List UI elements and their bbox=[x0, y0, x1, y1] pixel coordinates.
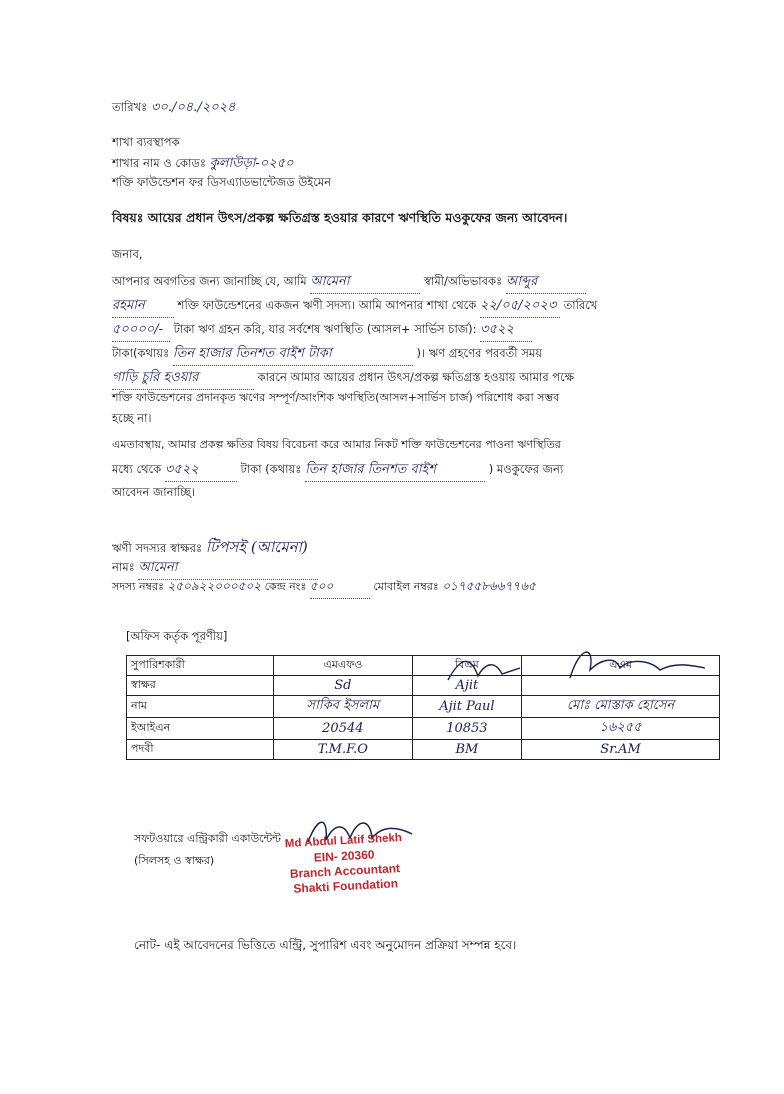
guardian-field-1: আব্দুর bbox=[506, 272, 586, 294]
para1-text-1: আপনার অবগতির জন্য জানাচ্ছি যে, আমি bbox=[112, 274, 307, 288]
reason-field: গাড়ি চুরি হওয়ার bbox=[112, 368, 254, 390]
table-cell: 10853 bbox=[412, 718, 521, 740]
balance-words-field: তিন হাজার তিনশত বাইশ টাকা bbox=[173, 344, 413, 366]
para1-text-6: টাকা(কথায়ঃ bbox=[112, 346, 170, 360]
para1-line7: হচ্ছে না। bbox=[112, 411, 152, 425]
waiver-amount-field: ৩৫২২ bbox=[165, 460, 237, 482]
header-line2 bbox=[112, 156, 294, 172]
para1-line3 bbox=[112, 320, 532, 342]
table-cell: সুপারিশকারী bbox=[127, 656, 274, 676]
footer-note: নোট- এই আবেদনের ভিত্তিতে এন্ট্রি, সুপারিশ এবং অনুমোদন প্রক্রিয়া সম্পন্ন হবে। bbox=[134, 938, 517, 952]
table-cell: সাকিব ইসলাম bbox=[274, 696, 413, 718]
branch-accountant-stamp bbox=[285, 831, 405, 897]
loan-date-field: ২২/০৫/২০২৩ bbox=[480, 296, 560, 318]
member-name-field: আমেনা bbox=[310, 272, 420, 294]
salutation: জনাব, bbox=[112, 247, 143, 261]
table-cell: T.M.F.O bbox=[274, 740, 413, 760]
table-cell: 20544 bbox=[274, 718, 413, 740]
office-heading: [অফিস কর্তৃক পূরণীয়] bbox=[126, 629, 228, 643]
table-cell: এমএফও bbox=[274, 656, 413, 676]
accountant-line2: (সিলসহ ও স্বাক্ষর) bbox=[134, 854, 215, 867]
stamp-name: Md Abdul Latif Shekh bbox=[284, 831, 403, 851]
para2-line2 bbox=[112, 460, 563, 482]
para2-line1: এমতাবস্থায়, আমার প্রকল্প ক্ষতির বিষয় বিবেচনা করে আমার নিকট শক্তি ফাউন্ডেশনের পাওনা ঋণস্থিতির bbox=[112, 438, 561, 451]
branch-label: শাখার নাম ও কোডঃ bbox=[112, 156, 207, 170]
table-cell: Ajit bbox=[412, 676, 521, 696]
table-row bbox=[127, 696, 720, 718]
balance-field: ৩৫২২ bbox=[480, 320, 532, 342]
member-no-label: সদস্য নম্বরঃ bbox=[112, 580, 164, 593]
table-cell: Sd bbox=[274, 676, 413, 696]
guardian-field-2: রহমান bbox=[112, 296, 174, 318]
table-cell: Sr.AM bbox=[522, 740, 720, 760]
table-row bbox=[127, 740, 720, 760]
para2-text-2: মধ্যে থেকে bbox=[112, 462, 162, 476]
table-cell: ইআইএন bbox=[127, 718, 274, 740]
loan-amount-field: ৫০০০০/- bbox=[112, 320, 170, 342]
mobile-value: ০১৭৫৫৮৬৬৭৭৬৫ bbox=[442, 579, 536, 593]
para1-line6: শক্তি ফাউন্ডেশনের প্রদানকৃত ঋণের সম্পূর্ণ/আংশিক ঋণস্থিতি(আসল+সার্ভিস চার্জ) পরিশোধ করা সম্ভব bbox=[112, 391, 560, 404]
header-line1: শাখা ব্যবস্থাপক bbox=[112, 135, 180, 149]
para1-text-7: )। ঋণ গ্রহণের পরবর্তী সময় bbox=[416, 346, 542, 360]
member-no-value: ২৫০৯২২০০০৫০২ bbox=[167, 579, 262, 593]
para1-line2 bbox=[112, 296, 597, 318]
para1-line4 bbox=[112, 344, 542, 366]
table-cell: মোঃ মোস্তাক হোসেন bbox=[522, 696, 720, 718]
member-name-line bbox=[112, 558, 318, 580]
waiver-words-field: তিন হাজার তিনশত বাইশ bbox=[305, 460, 485, 482]
stamp-org: Shakti Foundation bbox=[293, 876, 399, 896]
para1-text-8: কারনে আমার আয়ের প্রধান উৎস/প্রকল্প ক্ষতিগ্রস্ত হওয়ায় আমার পক্ষে bbox=[257, 370, 575, 384]
table-cell: বিএম bbox=[412, 656, 521, 676]
center-label: কেন্দ্র নংঃ bbox=[264, 580, 307, 593]
date-label: তারিখঃ bbox=[112, 100, 148, 114]
table-cell: এএম bbox=[522, 656, 720, 676]
member-numbers-line bbox=[112, 578, 536, 599]
member-name-value: আমেনা bbox=[138, 558, 318, 580]
member-name-label: নামঃ bbox=[112, 560, 135, 574]
table-cell: স্বাক্ষর bbox=[127, 676, 274, 696]
date-value: ৩০./০৪./২০২৪ bbox=[150, 100, 236, 115]
stamp-title: Branch Accountant bbox=[289, 861, 401, 881]
para2-text-4: ) মওকুফের জন্য bbox=[488, 462, 564, 476]
header-line3: শক্তি ফাউন্ডেশন ফর ডিসএ্যাডভান্টেজড উইমেন bbox=[112, 175, 332, 189]
para2-line3: আবেদন জানাচ্ছি। bbox=[112, 485, 196, 499]
am-signature-scribble bbox=[560, 640, 710, 690]
para1-line1 bbox=[112, 272, 586, 294]
branch-value: কুলাউড়া-০২৫০ bbox=[209, 156, 294, 171]
para1-text-3: শক্তি ফাউন্ডেশনের একজন ঋণী সদস্য। আমি আপনার শাখা থেকে bbox=[177, 298, 477, 312]
member-signature: টিপসই (আমেনা) bbox=[205, 538, 308, 556]
center-value: ৫০০ bbox=[310, 578, 370, 599]
table-cell: নাম bbox=[127, 696, 274, 718]
table-cell: ১৬২৫৫ bbox=[522, 718, 720, 740]
table-row bbox=[127, 718, 720, 740]
bm-signature-scribble bbox=[440, 648, 530, 688]
para1-line5 bbox=[112, 368, 574, 390]
date-line bbox=[112, 100, 236, 116]
para1-text-2: স্বামী/অভিভাবকঃ bbox=[424, 274, 503, 288]
accountant-line1: সফটওয়ারে এন্ট্রিকারী একাউন্টেন্ট bbox=[134, 832, 281, 845]
stamp-ein: EIN- 20360 bbox=[313, 847, 375, 865]
para1-text-4: তারিখে bbox=[563, 298, 598, 312]
member-sig-label: ঋণী সদস্যর স্বাক্ষরঃ bbox=[112, 541, 203, 555]
para1-text-5: টাকা ঋণ গ্রহন করি, যার সর্বশেষ ঋণস্থিতি (আসল+ সার্ভিস চার্জ): bbox=[173, 322, 477, 336]
mobile-label: মোবাইল নম্বরঃ bbox=[373, 580, 439, 593]
para2-text-3: টাকা (কথায়ঃ bbox=[240, 462, 302, 476]
table-cell: BM bbox=[412, 740, 521, 760]
table-cell: Ajit Paul bbox=[412, 696, 521, 718]
subject: বিষয়ঃ আয়ের প্রধান উৎস/প্রকল্প ক্ষতিগ্রস্ত হওয়ার কারণে ঋণস্থিতি মওকুফের জন্য আবেদন। bbox=[112, 210, 568, 225]
table-cell: পদবী bbox=[127, 740, 274, 760]
